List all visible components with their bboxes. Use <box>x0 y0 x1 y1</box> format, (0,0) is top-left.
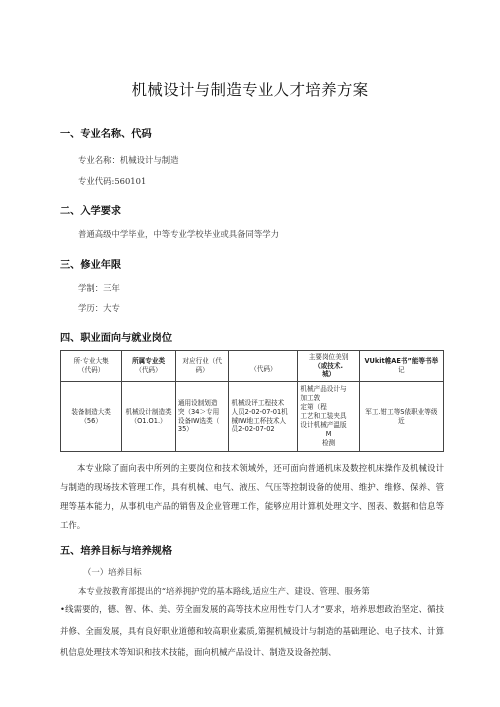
subsection-heading-goal: （一）培养目标 <box>83 567 142 577</box>
major-code: 专业代码:560101 <box>78 176 147 186</box>
table-row <box>61 382 444 452</box>
section-heading-admission: 二、入学要求 <box>60 206 122 217</box>
table-header-cell: VUkit帷AE书”能等书举 记 <box>359 351 443 382</box>
table-cell: 军工.钳工等S俵职业等级 近 <box>359 382 443 452</box>
major-name: 专业名称：机械设计与制造 <box>78 155 179 165</box>
table-cell: 通用设制划造 突（34＞专用 设备IW选类（ 35） <box>175 382 229 452</box>
table-header-cell: 所属专业类 （代码） <box>122 351 176 382</box>
goal-paragraph: •线需要的，德、智、体、美、劳全面发展的高等技术应用性专门人才”要求，培养思想政治坚定、循技并修、全面发展，具有良好职业道德和较高职业素质,第握机械设计与制造的基础理论、电子技术、计算机信息处理技术等知识和技术技能，面向机械产品设计、制造及设备控制、 <box>60 604 444 657</box>
section-heading-major: 一、专业名称、代码 <box>60 129 152 140</box>
admission-text: 普通高级中学毕业，中等专业学校毕业或具备同等学力 <box>78 229 279 239</box>
table-header-cell: 所·专业大集 （代码） <box>61 351 122 382</box>
study-length: 学制：三年 <box>78 283 120 293</box>
document-title: 机械设计与制造专业人才培养方案 <box>131 81 369 99</box>
table-cell: 机械设计制造类 （O1.O1.） <box>122 382 176 452</box>
table-header-cell: 对应行业（代 码） <box>175 351 229 382</box>
career-paragraph: 本专业除了面向表中所列的主要岗位和技术领域外，还可面向普通机床及数控机床操作及机械设计与制造的现场技术管理工作，具有机械、电气、液压、气压等控制设备的使用、维护、维修、保养、管理等基本能力，从事机电产品的销售及企业管理工作，能够应用计算机处理文字、图表、数据和信息等工作。 <box>60 463 444 530</box>
section-heading-objectives: 五、培养目标与培养规格 <box>60 546 173 557</box>
table-header-row <box>61 351 444 382</box>
section-heading-duration: 三、修业年限 <box>60 260 122 271</box>
career-table <box>60 350 444 452</box>
table-header-cell: （代码） <box>229 351 298 382</box>
table-cell: 装备制造大类 （56） <box>61 382 122 452</box>
goal-paragraph-line: 本专业按教育部提出的“培养拥护党的基本路线,适应生产、建设、管理、服务第 <box>78 586 370 596</box>
table-cell: 机械产品设计与 加工敦 定第（程 工艺和工装夹具 设计机械产温版 M 检测 <box>298 382 359 452</box>
table-cell: 机械设评工程技术 人员2-02-07-01机 械IW地工杯技术人 员2-02-07-02 <box>229 382 298 452</box>
degree-level: 学历：大专 <box>78 303 120 313</box>
section-heading-career: 四、职业面向与就业岗位 <box>60 333 173 344</box>
table-header-cell: 主要岗位美别 （或技术. 城） <box>298 351 359 382</box>
